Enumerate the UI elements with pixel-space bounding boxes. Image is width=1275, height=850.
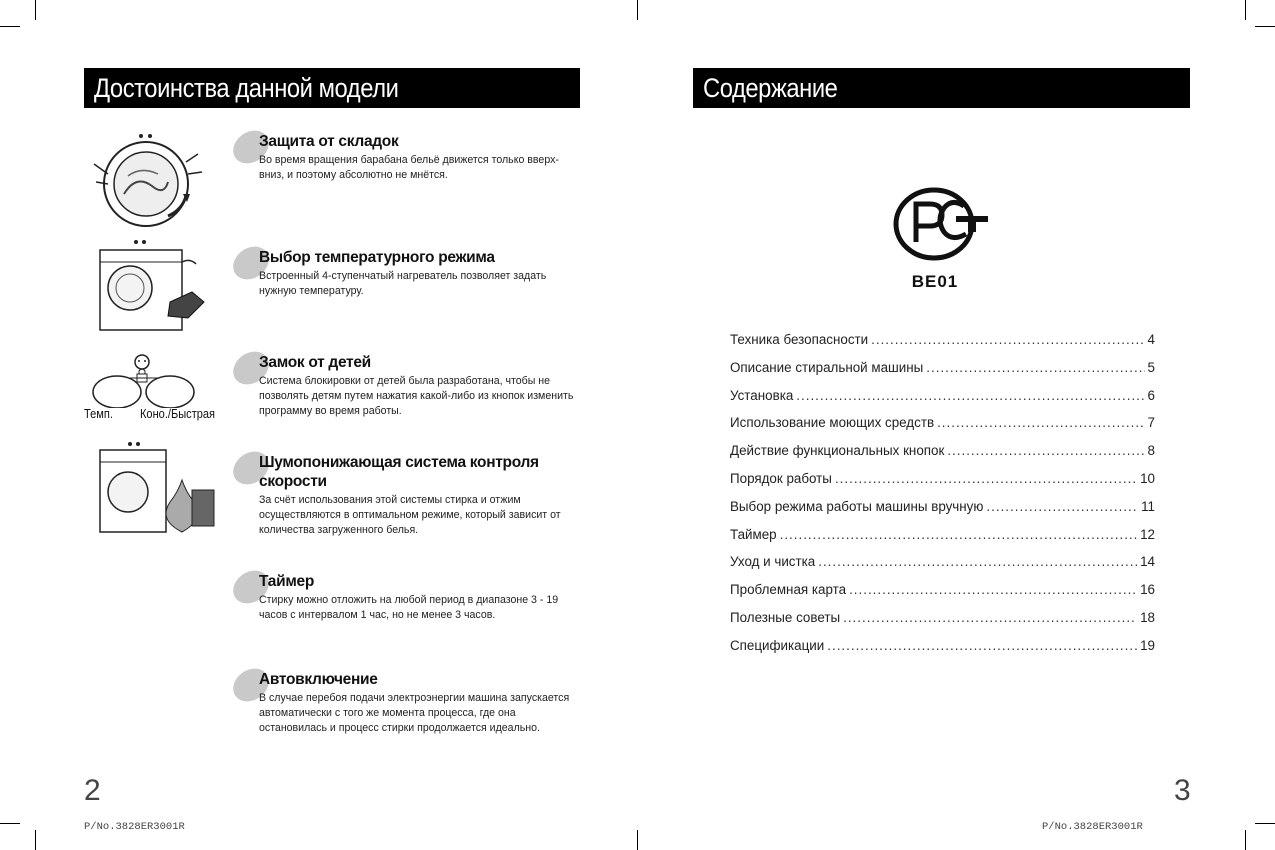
toc-entry[interactable]: Выбор режима работы машины вручную ..... 11 [730, 499, 1155, 527]
crop-mark [1255, 26, 1275, 27]
toc-entry[interactable]: Описание стиральной машины ..... 5 [730, 360, 1155, 388]
left-page-header: Достоинства данной модели [84, 68, 580, 108]
feature-title: Шумопонижающая система контроля скорости [259, 454, 539, 490]
certification-code: BE01 [911, 272, 959, 291]
toc-entry[interactable]: Таймер ..... 12 [730, 527, 1155, 555]
toc-entry[interactable]: Техника безопасности ..... 4 [730, 332, 1155, 360]
feature-title: Таймер [259, 573, 314, 590]
feature-item [232, 572, 584, 623]
part-number: P/No.3828ER3001R [1042, 821, 1143, 833]
feature-title: Защита от складок [259, 133, 399, 150]
toc-entry[interactable]: Действие функциональных кнопок ..... 8 [730, 443, 1155, 471]
crop-mark [35, 0, 36, 20]
page-number: 2 [84, 774, 101, 807]
toc-entry[interactable]: Проблемная карта ..... 16 [730, 582, 1155, 610]
crop-mark [637, 0, 638, 20]
toc-entry[interactable]: Полезные советы ..... 18 [730, 610, 1155, 638]
crop-mark [637, 830, 638, 850]
part-number: P/No.3828ER3001R [84, 821, 185, 833]
feature-text: Система блокировки от детей была разработана, чтобы не позволять детям путем нажатия какой-либо из кнопок изменить программу во время работы. [259, 375, 574, 417]
noise-reduction-illustration [98, 440, 218, 540]
toc-entry[interactable]: Установка ..... 6 [730, 388, 1155, 416]
feature-item [232, 453, 584, 538]
toc-entry[interactable]: Уход и чистка ..... 14 [730, 554, 1155, 582]
toc-entry[interactable]: Использование моющих средств ..... 7 [730, 415, 1155, 443]
crop-mark [0, 823, 20, 824]
child-lock-illustration [90, 352, 200, 408]
feature-title: Автовключение [259, 671, 378, 688]
crop-mark [35, 830, 36, 850]
page-number: 3 [1174, 774, 1191, 807]
feature-title: Выбор температурного режима [259, 249, 495, 266]
certification-logo [892, 184, 992, 264]
child-lock-label-temp: Темп. [84, 406, 113, 421]
feature-text: В случае перебоя подачи электроэнергии машина запускается автоматически с того же момента процесса, где она остановилась и процесс стирки продолжается идеально. [259, 692, 570, 734]
crop-mark [1245, 830, 1246, 850]
right-page-header: Содержание [693, 68, 1190, 108]
crop-mark [0, 26, 20, 27]
child-lock-label-speed: Коно./Быстрая [140, 406, 216, 421]
crop-mark [1255, 823, 1275, 824]
toc-entry[interactable]: Порядок работы ..... 10 [730, 471, 1155, 499]
feature-text: Стирку можно отложить на любой период в диапазоне 3 - 19 часов с интервалом 1 час, но не менее 3 часов. [259, 594, 559, 621]
feature-text: За счёт использования этой системы стирка и отжим осуществляются в оптимальном режиме, который зависит от количества загруженного белья. [259, 494, 561, 536]
feature-item [232, 670, 584, 736]
feature-item [232, 132, 584, 183]
table-of-contents [730, 332, 1155, 666]
drum-rotation-illustration [86, 124, 206, 234]
feature-item [232, 353, 584, 419]
feature-item [232, 248, 584, 299]
feature-text: Встроенный 4-ступенчатый нагреватель позволяет задать нужную температуру. [259, 270, 547, 297]
temperature-illustration [92, 236, 212, 336]
toc-entry[interactable]: Спецификации ..... 19 [730, 638, 1155, 666]
feature-text: Во время вращения барабана бельё движется только вверх-вниз, и поэтому абсолютно не мнётся. [259, 154, 559, 181]
crop-mark [1245, 0, 1246, 20]
feature-title: Замок от детей [259, 354, 371, 371]
